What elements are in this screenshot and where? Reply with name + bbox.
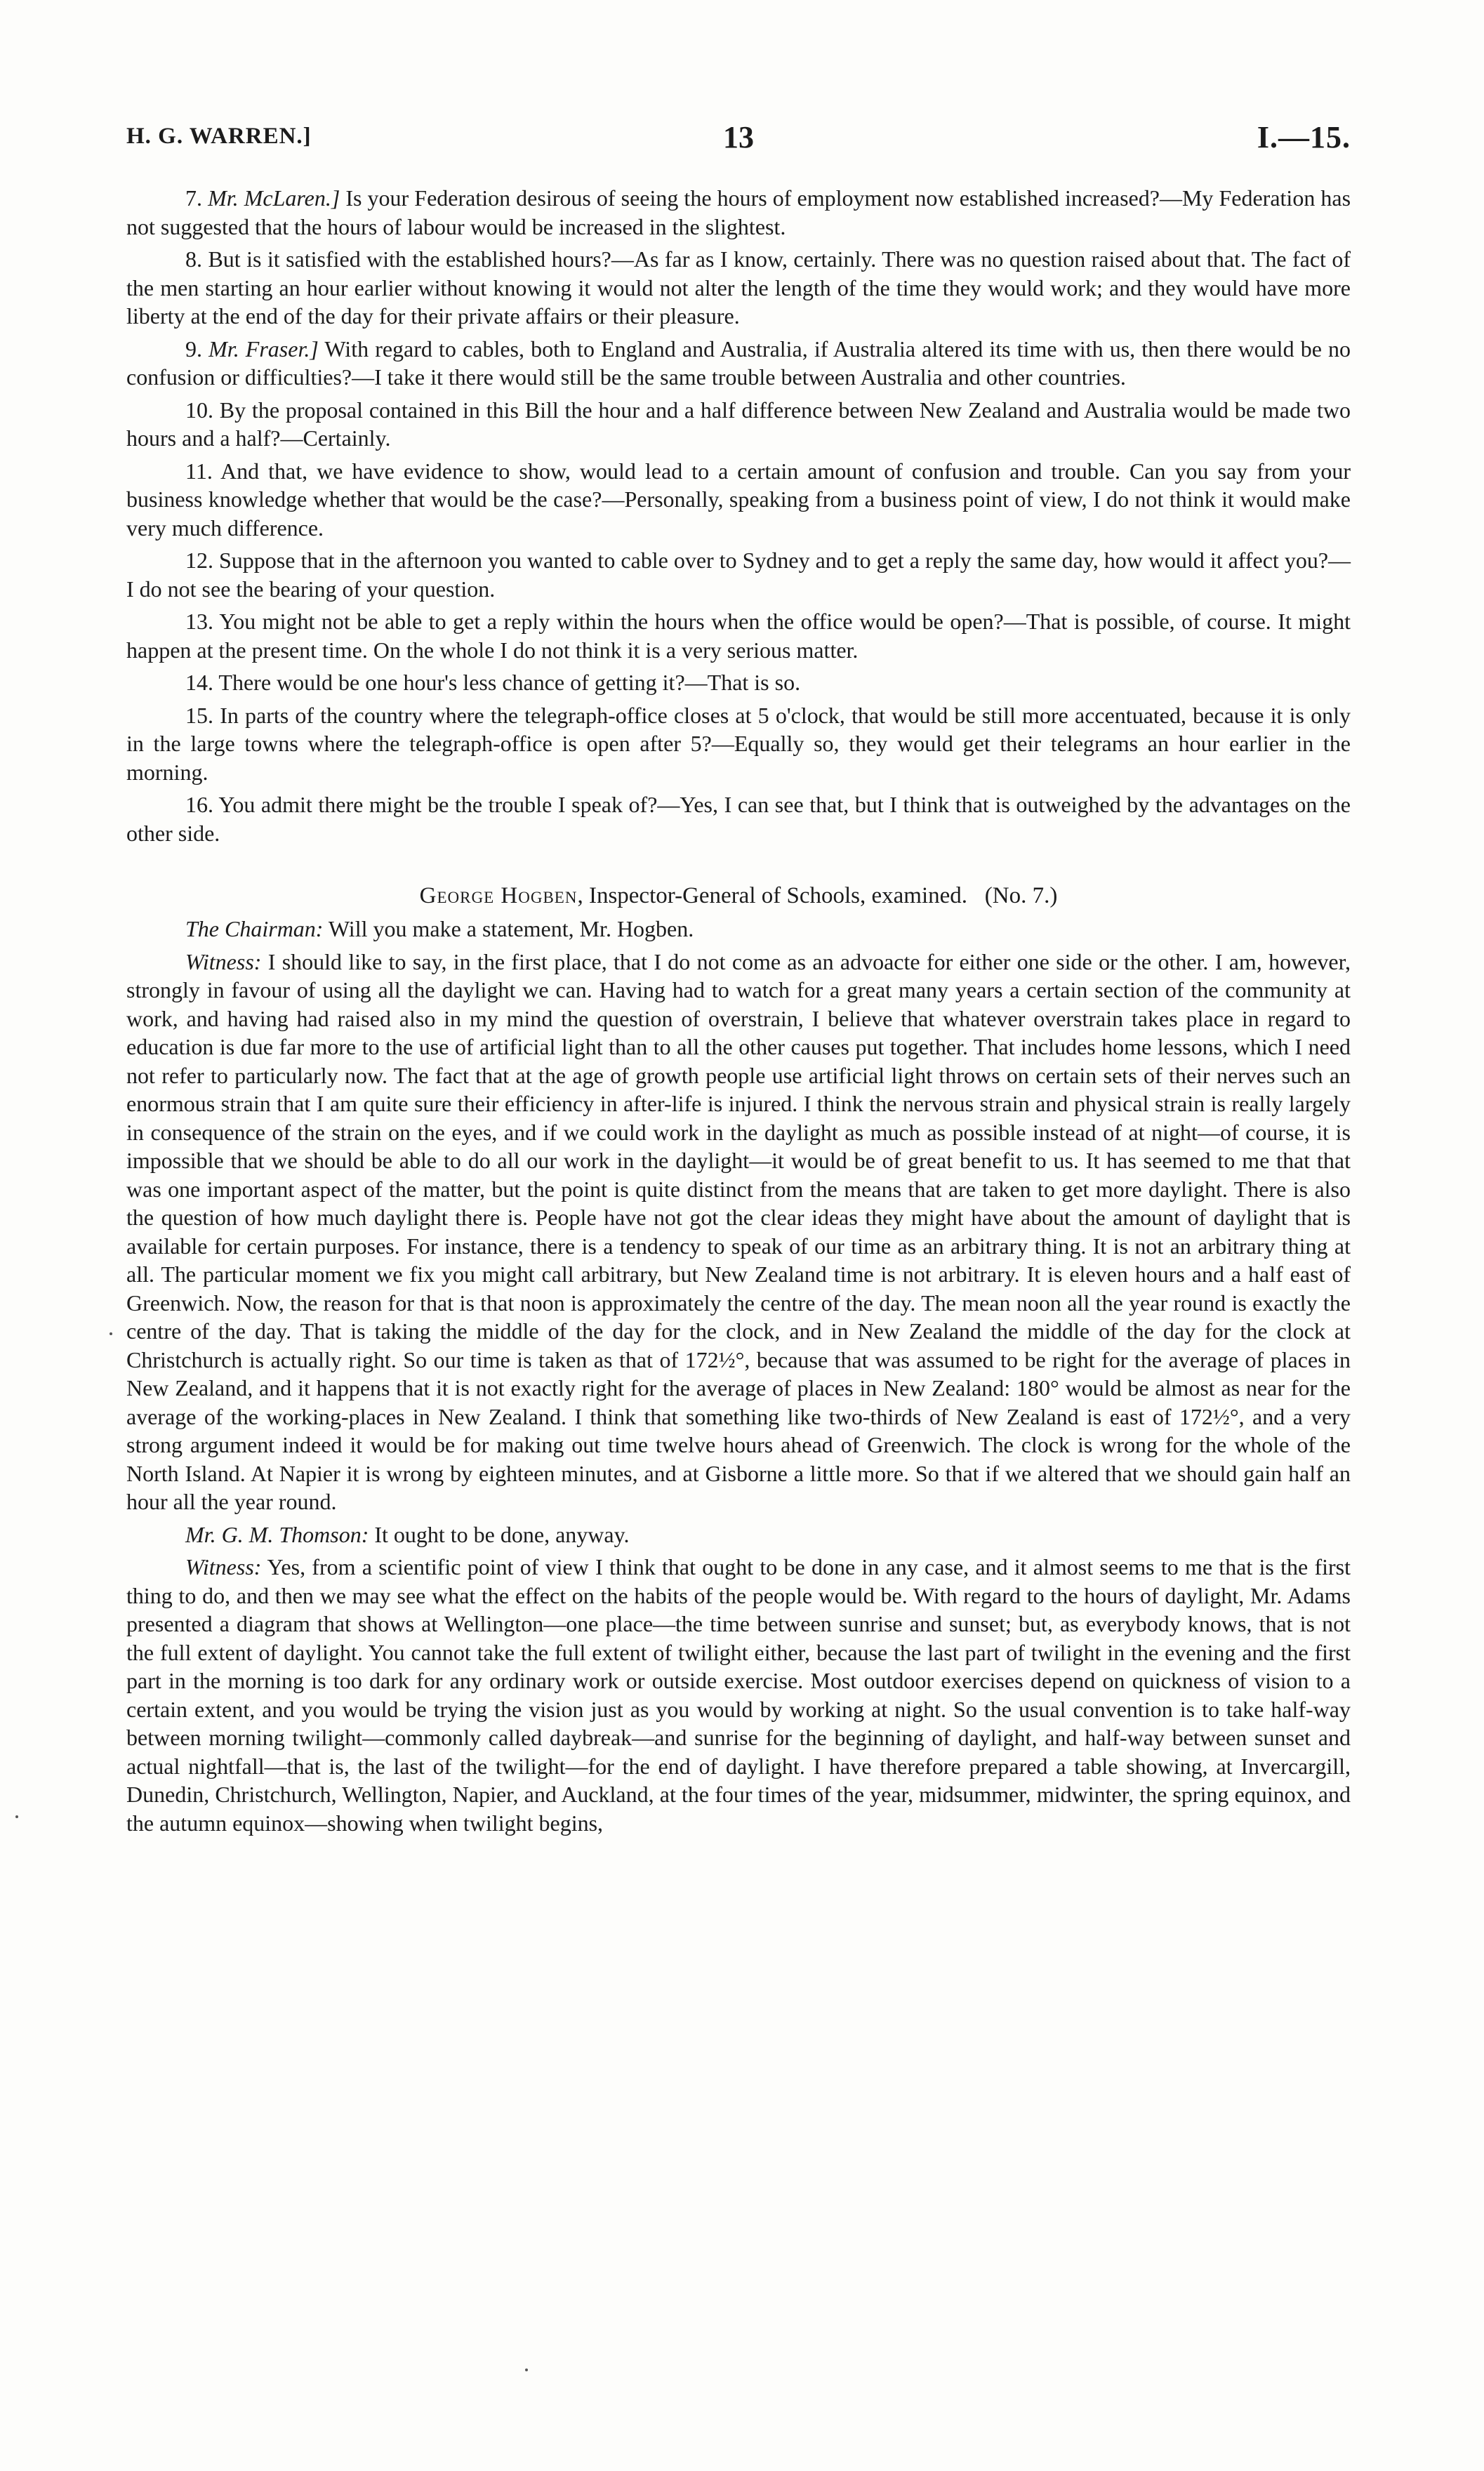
question-text: In parts of the country where the telegraph-office closes at 5 o'clock, that would be still more accentuated, because it is only in the large towns where the telegraph-office is open after 5?—Equally so, they would get their telegrams an hour earlier in the morning. [126, 702, 1351, 785]
chairman-statement [126, 915, 1351, 943]
page-number: 13 [723, 120, 754, 154]
question-number: 16. [185, 792, 213, 817]
paper-reference: I.—15. [1257, 120, 1351, 154]
question-text: You might not be able to get a reply within the hours when the office would be open?—That is possible, of course. It might happen at the present time. On the whole I do not think it is a very serious matter. [126, 609, 1351, 663]
statement-text: Will you make a statement, Mr. Hogben. [328, 916, 694, 941]
question-number: 7. [185, 185, 202, 211]
question-number: 9. [185, 336, 202, 362]
question-text: But is it satisfied with the established hours?—As far as I know, certainly. There was no question raised about that. The fact of the men starting an hour earlier without knowing it would not alter the length of the time they would work; and they would have more liberty at the end of the day for their private affairs or their pleasure. [126, 246, 1351, 329]
question-9 [126, 335, 1351, 392]
witness-statement [126, 948, 1351, 1516]
speaker-label: Mr. Fraser.] [208, 336, 319, 362]
question-text: And that, we have evidence to show, would lead to a certain amount of confusion and trouble. Can you say from your business knowledge whether that would be the case?—Personally, speaking from a business point of view, I do not think it would make very much difference. [126, 458, 1351, 541]
question-number: 14. [185, 670, 213, 695]
witness-statement [126, 1553, 1351, 1837]
margin-speck [525, 2369, 528, 2371]
witness-title: , Inspector-General of Schools, examined. [577, 883, 968, 908]
question-16 [126, 790, 1351, 847]
question-text: With regard to cables, both to England and Australia, if Australia altered its time with us, then there would be no confusion or difficulties?—I take it there would still be the same trouble between Australia and other countries. [126, 336, 1351, 390]
question-text: Suppose that in the afternoon you wanted to cable over to Sydney and to get a reply the same day, how would it affect you?—I do not see the bearing of your question. [126, 548, 1351, 602]
question-list [126, 184, 1351, 847]
question-15 [126, 701, 1351, 787]
margin-speck [110, 1332, 112, 1335]
question-8 [126, 245, 1351, 331]
question-text: There would be one hour's less chance of getting it?—That is so. [218, 670, 801, 695]
statement-text: It ought to be done, anyway. [374, 1521, 630, 1547]
question-11 [126, 457, 1351, 543]
question-10 [126, 396, 1351, 453]
witness-number: (No. 7.) [984, 883, 1058, 908]
speaker-label: The Chairman: [185, 916, 324, 941]
speaker-label: Witness: [185, 1554, 262, 1579]
page-header [126, 119, 1351, 161]
page-body [126, 184, 1351, 1841]
speaker-label: Mr. McLaren.] [208, 185, 340, 211]
question-number: 11. [185, 458, 213, 484]
question-text: You admit there might be the trouble I speak of?—Yes, I can see that, but I think that is outweighed by the advantages on the other side. [126, 792, 1351, 846]
question-13 [126, 607, 1351, 664]
question-12 [126, 546, 1351, 603]
thomson-statement [126, 1521, 1351, 1549]
statement-text: Yes, from a scientific point of view I think that ought to be done in any case, and it almost seems to me that is the first thing to do, and then we may see what the effect on the habits of the people would be. With regard to the hours of daylight, Mr. Adams presented a diagram that shows at Wellington—one place—the time between sunrise and sunset; but, as everybody knows, that is not the full extent of daylight. You cannot take the full extent of twilight either, because the last part of twilight in the evening and the first part in the morning is too dark for any ordinary work or outside exercise. Most outdoor exercises depend on quickness of vision to a certain extent, and you would be trying the vision just as you would by working at night. So the usual convention is to take half-way between morning twilight—commonly called daybreak—and sunrise for the beginning of daylight, and half-way between sunset and actual nightfall—that is, the last of the twilight—for the end of daylight. I have therefore prepared a table showing, at Invercargill, Dunedin, Christchurch, Wellington, Napier, and Auckland, at the four times of the year, midsummer, midwinter, the spring equinox, and the autumn equinox—showing when twilight begins, [126, 1554, 1351, 1836]
question-number: 13. [185, 609, 213, 634]
witness-running-head: H. G. WARREN.] [126, 124, 312, 149]
question-text: By the proposal contained in this Bill the hour and a half difference between New Zealand and Australia would be made two hours and a half?—Certainly. [126, 397, 1351, 451]
witness-heading [126, 881, 1351, 910]
statement-text: I should like to say, in the first place, that I do not come as an advoacte for either one side or the other. I am, however, strongly in favour of using all the daylight we can. Having had to watch for a great many years a certain section of the community at work, and having had raised also in my mind the question of overstrain, I believe that whatever overstrain takes place in regard to education is due far more to the use of artificial light than to all the other causes put together. That includes home lessons, which I need not refer to particularly now. The fact that at the age of growth people use artificial light throws on certain sets of their nerves such an enormous strain that I am quite sure their efficiency in after-life is injured. I think the nervous strain and physical strain is really largely in consequence of the strain on the eyes, and if we could work in the daylight as much as possible instead of at night—of course, it is impossible that we should be able to do all our work in the daylight—it would be of great benefit to us. It has seemed to me that that was one important aspect of the matter, but the point is quite distinct from the means that are taken to get more daylight. There is also the question of how much daylight there is. People have not got the clear ideas they might have about the amount of daylight that is available for certain purposes. For instance, there is a tendency to speak of our time as an arbitrary thing. It is not an arbitrary thing at all. The particular moment we fix you might call arbitrary, but New Zealand time is not arbitrary. It is eleven hours and a half east of Greenwich. Now, the reason for that is that noon is approximately the centre of the day. The mean noon all the year round is exactly the centre of the day. That is taking the middle of the day for the clock, and in New Zealand the middle of the day for the clock at Christchurch is actually right. So our time is taken as that of 172½°, because that was assumed to be right for the average of places in New Zealand, and it happens that it is not exactly right for the average of places in New Zealand: 180° would be almost as near for the average of the working-places in New Zealand. I think that something like two-thirds of New Zealand is east of 172½°, and a very strong argument indeed it would be for making out time twelve hours ahead of Greenwich. The clock is wrong for the whole of the North Island. At Napier it is wrong by eighteen minutes, and at Gisborne a little more. So that if we altered that we should gain half an hour all the year round. [126, 948, 1351, 1514]
question-7 [126, 184, 1351, 241]
question-number: 10. [185, 397, 213, 423]
question-number: 12. [185, 548, 213, 573]
question-number: 15. [185, 702, 213, 728]
question-14 [126, 668, 1351, 697]
question-text: Is your Federation desirous of seeing the hours of employment now established increased?—My Federation has not suggested that the hours of labour would be increased in the slightest. [126, 185, 1351, 239]
witness-name: George Hogben [419, 883, 578, 908]
margin-speck [15, 1815, 18, 1818]
speaker-label: Mr. G. M. Thomson: [185, 1521, 369, 1547]
speaker-label: Witness: [185, 948, 262, 974]
testimony [126, 915, 1351, 1837]
question-number: 8. [185, 246, 202, 272]
